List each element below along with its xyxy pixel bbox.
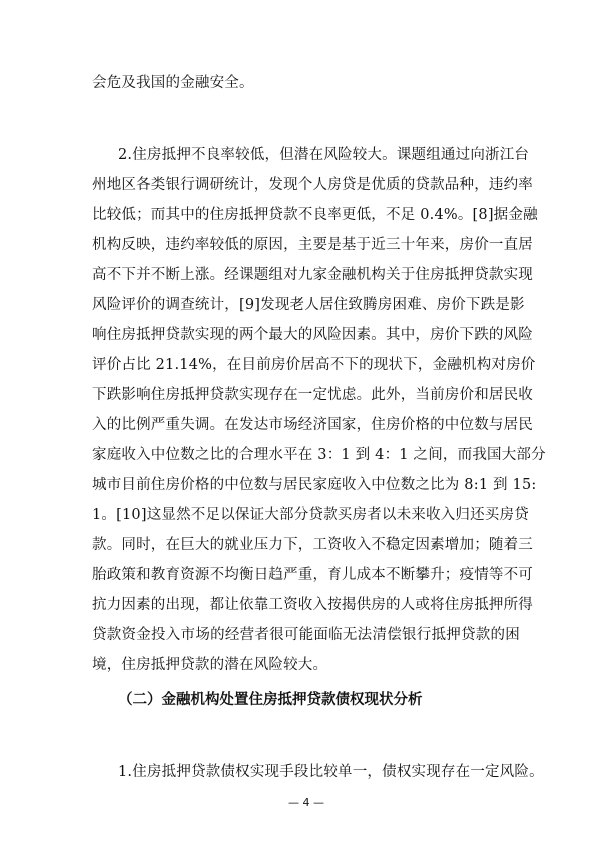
paragraph-line: 机构反映，违约率较低的原因，主要是基于近三十年来，房价一直居 — [92, 237, 533, 253]
paragraph-line: 境，住房抵押贷款的潜在风险较大。 — [92, 657, 328, 673]
paragraph-line: 1。[10]这显然不足以保证大部分贷款买房者以未来收入归还买房贷 — [92, 507, 529, 523]
paragraph-line: 款。同时，在巨大的就业压力下，工资收入不稳定因素增加；随着三 — [92, 537, 533, 553]
paragraph-line: 响住房抵押贷款实现的两个最大的风险因素。其中，房价下跌的风险 — [92, 327, 533, 343]
section-heading: （二）金融机构处置住房抵押贷款债权现状分析 — [118, 692, 423, 708]
paragraph-line: 评价占比 21.14%，在目前房价居高不下的现状下，金融机构对房价 — [92, 357, 536, 373]
paragraph-line: 风险评价的调查统计，[9]发现老人居住致腾房困难、房价下跌是影 — [92, 297, 525, 313]
page-number: — 4 — — [288, 796, 324, 809]
paragraph-line: 贷款资金投入市场的经营者很可能面临无法清偿银行抵押贷款的困 — [92, 627, 520, 643]
paragraph-line: 比较低；而其中的住房抵押贷款不良率更低，不足 0.4%。[8]据金融 — [92, 207, 538, 223]
paragraph-line: 下跌影响住房抵押贷款实现存在一定忧虑。此外，当前房价和居民收 — [92, 387, 533, 403]
paragraph-line: 胎政策和教育资源不均衡日趋严重，育儿成本不断攀升；疫情等不可 — [92, 567, 533, 583]
paragraph-line: 抗力因素的出现，都让依靠工资收入按揭供房的人或将住房抵押所得 — [92, 597, 533, 613]
paragraph-line: 2.住房抵押不良率较低，但潜在风险较大。课题组通过向浙江台 — [118, 147, 530, 163]
paragraph-line: 高不下并不断上涨。经课题组对九家金融机构关于住房抵押贷款实现 — [92, 267, 533, 283]
paragraph-line: 家庭收入中位数之比的合理水平在 3：1 到 4：1 之间，而我国大部分 — [92, 447, 546, 463]
paragraph-line: 州地区各类银行调研统计，发现个人房贷是优质的贷款品种，违约率 — [92, 177, 533, 193]
paragraph-line: 城市目前住房价格的中位数与居民家庭收入中位数之比为 8:1 到 15: — [92, 477, 537, 493]
paragraph-3-first-line: 1.住房抵押贷款债权实现手段比较单一，债权实现存在一定风险。 — [118, 764, 544, 780]
intro-tail-line: 会危及我国的金融安全。 — [92, 75, 254, 91]
paragraph-line: 入的比例严重失调。在发达市场经济国家，住房价格的中位数与居民 — [92, 417, 533, 433]
